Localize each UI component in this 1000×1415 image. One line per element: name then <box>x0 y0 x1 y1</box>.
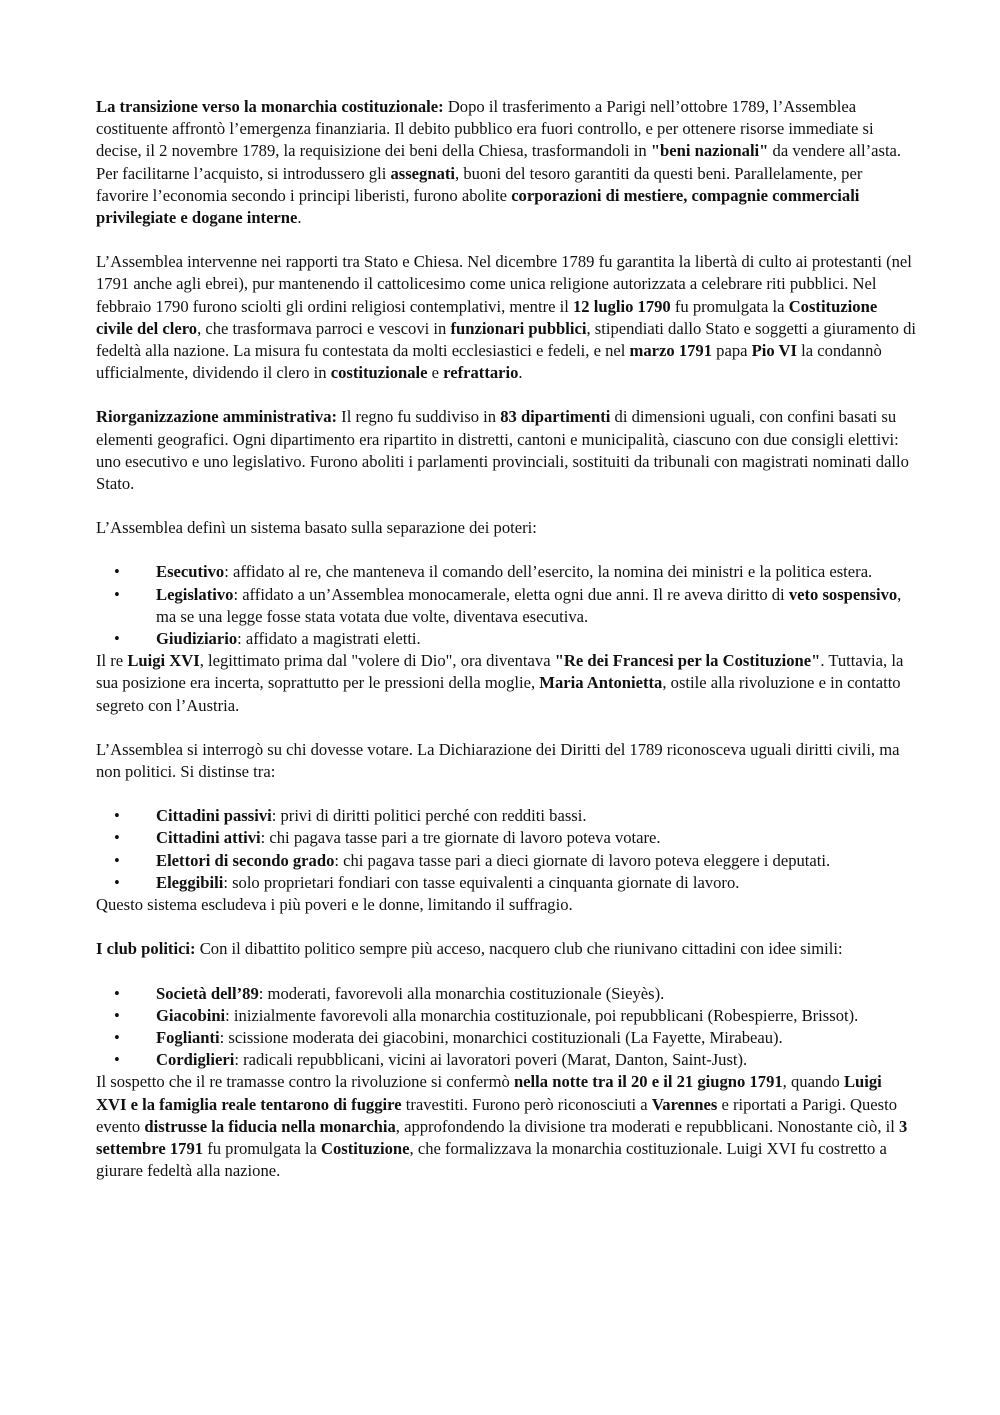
paragraph-varennes <box>96 1071 916 1182</box>
text: L’Assemblea si interrogò su chi dovesse votare. La Dichiarazione dei Diritti del 1789 riconosceva uguali diritti civili, ma non politici. Si distinse tra: <box>96 739 900 782</box>
paragraph-club-politici <box>96 938 916 960</box>
text: : chi pagava tasse pari a tre giornate di lavoro poteva votare. <box>260 828 661 848</box>
paragraph-suffragio <box>96 894 916 916</box>
bold-text: Cittadini passivi <box>156 806 272 826</box>
bold-text: veto sospensivo <box>788 584 898 604</box>
list-cittadini <box>96 805 916 894</box>
text: , buoni del tesoro garantiti da questi beni. Parallelamente, per favorire l’economia secondo i principi liberisti, furono abolite <box>96 163 863 205</box>
text: : privi di diritti politici perché con redditi bassi. <box>271 806 587 826</box>
bullet-icon: • <box>114 872 120 892</box>
bold-text: Luigi XVI e la famiglia reale tentarono di fuggire <box>96 1072 882 1114</box>
bullet-icon: • <box>114 562 120 582</box>
bold-text: "Re dei Francesi per la Costituzione" <box>554 651 821 671</box>
bullet-icon: • <box>114 983 120 1003</box>
bold-text: Esecutivo <box>156 562 225 582</box>
bold-text: Eleggibili <box>156 872 224 892</box>
bullet-icon: • <box>114 1005 120 1025</box>
text: Il re <box>96 651 128 671</box>
list-item <box>96 628 916 650</box>
bold-text: Legislativo <box>156 584 234 604</box>
list-item <box>96 872 916 894</box>
list-poteri <box>96 561 916 650</box>
text: : solo proprietari fondiari con tasse equivalenti a cinquanta giornate di lavoro. <box>223 872 740 892</box>
bold-text: Pio VI <box>751 341 797 361</box>
text: : chi pagava tasse pari a dieci giornate di lavoro poteva eleggere i deputati. <box>334 850 831 870</box>
bold-text: Cordiglieri <box>156 1050 235 1070</box>
text: . <box>518 363 523 383</box>
list-item <box>96 805 916 827</box>
bold-text: nella notte tra il 20 e il 21 giugno 1791 <box>513 1072 783 1092</box>
text: : affidato a un’Assemblea monocamerale, eletta ogni due anni. Il re aveva diritto di <box>233 584 789 604</box>
list-item <box>96 1027 916 1049</box>
text: : moderati, favorevoli alla monarchia costituzionale (Sieyès). <box>258 983 665 1003</box>
bold-text: distrusse la fiducia nella monarchia <box>144 1116 396 1136</box>
text: : inizialmente favorevoli alla monarchia costituzionale, poi repubblicani (Robespierre, Brissot). <box>225 1005 859 1025</box>
bullet-icon: • <box>114 1027 120 1047</box>
text: Il sospetto che il re tramasse contro la rivoluzione si confermò <box>96 1072 514 1092</box>
bullet-icon: • <box>114 850 120 870</box>
bullet-icon: • <box>114 1050 120 1070</box>
list-item <box>96 983 916 1005</box>
bullet-icon: • <box>114 584 120 604</box>
bold-text: assegnati <box>390 163 456 183</box>
text: , stipendiati dallo Stato e soggetti a giuramento di fedeltà alla nazione. La misura fu contestata da molti ecclesiastici e fedeli, e nel <box>96 318 916 361</box>
bold-text: marzo 1791 <box>629 341 713 361</box>
section-heading-transizione: La transizione verso la monarchia costituzionale: <box>96 97 444 116</box>
bold-text: Luigi XVI <box>127 651 200 671</box>
bullet-icon: • <box>114 828 120 848</box>
text: Il regno fu suddiviso in <box>337 407 501 427</box>
paragraph-riorganizzazione <box>96 406 916 495</box>
text: , quando <box>782 1072 844 1092</box>
bullet-icon: • <box>114 629 120 649</box>
text: , ma se una legge fosse stata votata due volte, diventava esecutiva. <box>156 584 902 626</box>
bold-text: funzionari pubblici <box>450 318 587 338</box>
text: Con il dibattito politico sempre più acceso, nacquero club che riunivano cittadini con idee simili: <box>195 939 843 959</box>
paragraph-transizione <box>96 96 916 229</box>
list-item <box>96 1005 916 1027</box>
bold-text: Costituzione civile del clero <box>96 296 878 338</box>
text: , legittimato prima dal "volere di Dio", ora diventava <box>199 651 555 671</box>
text: fu promulgata la <box>670 296 789 316</box>
text: : radicali repubblicani, vicini ai lavoratori poveri (Marat, Danton, Saint-Just). <box>234 1050 748 1070</box>
bold-text: Costituzione <box>321 1138 410 1158</box>
bold-text: Foglianti <box>156 1027 220 1047</box>
text: fu promulgata la <box>203 1138 322 1158</box>
bold-text: Società dell’89 <box>156 983 259 1003</box>
text: travestiti. Furono però riconosciuti a <box>401 1094 652 1114</box>
text: papa <box>712 341 752 361</box>
bold-text: 3 settembre 1791 <box>96 1116 908 1158</box>
section-heading-club: I club politici: <box>96 939 196 959</box>
text: . <box>297 208 302 228</box>
list-item <box>96 584 916 628</box>
bold-text: corporazioni di mestiere, compagnie commerciali privilegiate e dogane interne <box>96 185 860 228</box>
paragraph-separazione-poteri <box>96 517 916 539</box>
bold-text: "beni nazionali" <box>650 141 769 161</box>
bold-text: Maria Antonietta <box>539 673 663 693</box>
text: , che formalizzava la monarchia costituzionale. Luigi XVI fu costretto a giurare fedeltà alla nazione. <box>96 1138 887 1181</box>
bold-text: costituzionale <box>330 363 428 383</box>
list-club <box>96 983 916 1072</box>
bullet-icon: • <box>114 806 120 826</box>
bold-text: 83 dipartimenti <box>500 407 611 427</box>
bold-text: Giudiziario <box>156 629 238 649</box>
text: e <box>427 363 444 383</box>
list-item <box>96 561 916 583</box>
text: , ostile alla rivoluzione e in contatto segreto con l’Austria. <box>96 673 901 715</box>
text: , approfondendo la divisione tra moderati e repubblicani. Nonostante ciò, il <box>395 1116 899 1136</box>
document-page <box>96 96 916 1204</box>
bold-text: Elettori di secondo grado <box>156 850 335 870</box>
list-item <box>96 850 916 872</box>
bold-text: Giacobini <box>156 1005 226 1025</box>
text: : affidato a magistrati eletti. <box>237 629 421 649</box>
text: di dimensioni uguali, con confini basati su elementi geografici. Ogni dipartimento era ripartito in distretti, cantoni e municipalità, ciascuno con due consigli elettivi: uno esecutivo e uno legislativo. Furono aboliti i parlamenti provinciali, sostituiti da tribunali con magistrati nominati dallo Stato. <box>96 407 909 494</box>
section-heading-riorganizzazione: Riorganizzazione amministrativa: <box>96 407 338 427</box>
text: e riportati a Parigi. Questo evento <box>96 1094 898 1136</box>
text: Questo sistema escludeva i più poveri e le donne, limitando il suffragio. <box>96 895 573 915</box>
paragraph-stato-chiesa <box>96 251 916 384</box>
bold-text: 12 luglio 1790 <box>572 296 671 316</box>
text: : affidato al re, che manteneva il comando dell’esercito, la nomina dei ministri e la politica estera. <box>224 562 873 582</box>
text: la condannò ufficialmente, dividendo il clero in <box>96 341 882 383</box>
text: : scissione moderata dei giacobini, monarchici costituzionali (La Fayette, Mirabeau). <box>219 1027 783 1047</box>
text: L’Assemblea intervenne nei rapporti tra Stato e Chiesa. Nel dicembre 1789 fu garantita la libertà di culto ai protestanti (nel 1791 anche agli ebrei), pur mantenendo il cattolicesimo come unica religione autorizzata a celebrare riti pubblici. Nel febbraio 1790 furono sciolti gli ordini religiosi contemplativi, mentre il <box>96 252 912 316</box>
bold-text: Varennes <box>651 1094 718 1114</box>
text: L’Assemblea definì un sistema basato sulla separazione dei poteri: <box>96 518 537 538</box>
bold-text: refrattario <box>443 363 519 383</box>
text: , che trasformava parroci e vescovi in <box>197 318 451 338</box>
paragraph-luigi-xvi <box>96 650 916 717</box>
text: da vendere all’asta. Per facilitarne l’acquisto, si introdussero gli <box>96 141 902 183</box>
text: . Tuttavia, la sua posizione era incerta, soprattutto per le pressioni della moglie, <box>96 651 904 693</box>
bold-text: Cittadini attivi <box>156 828 261 848</box>
text: Dopo il trasferimento a Parigi nell’ottobre 1789, l’Assemblea costituente affrontò l’emergenza finanziaria. Il debito pubblico era fuori controllo, e per ottenere risorse immediate si decise, il 2 novembre 1789, la requisizione dei beni della Chiesa, trasformandoli in <box>96 97 874 161</box>
list-item <box>96 827 916 849</box>
list-item <box>96 1049 916 1071</box>
paragraph-diritto-voto <box>96 739 916 783</box>
